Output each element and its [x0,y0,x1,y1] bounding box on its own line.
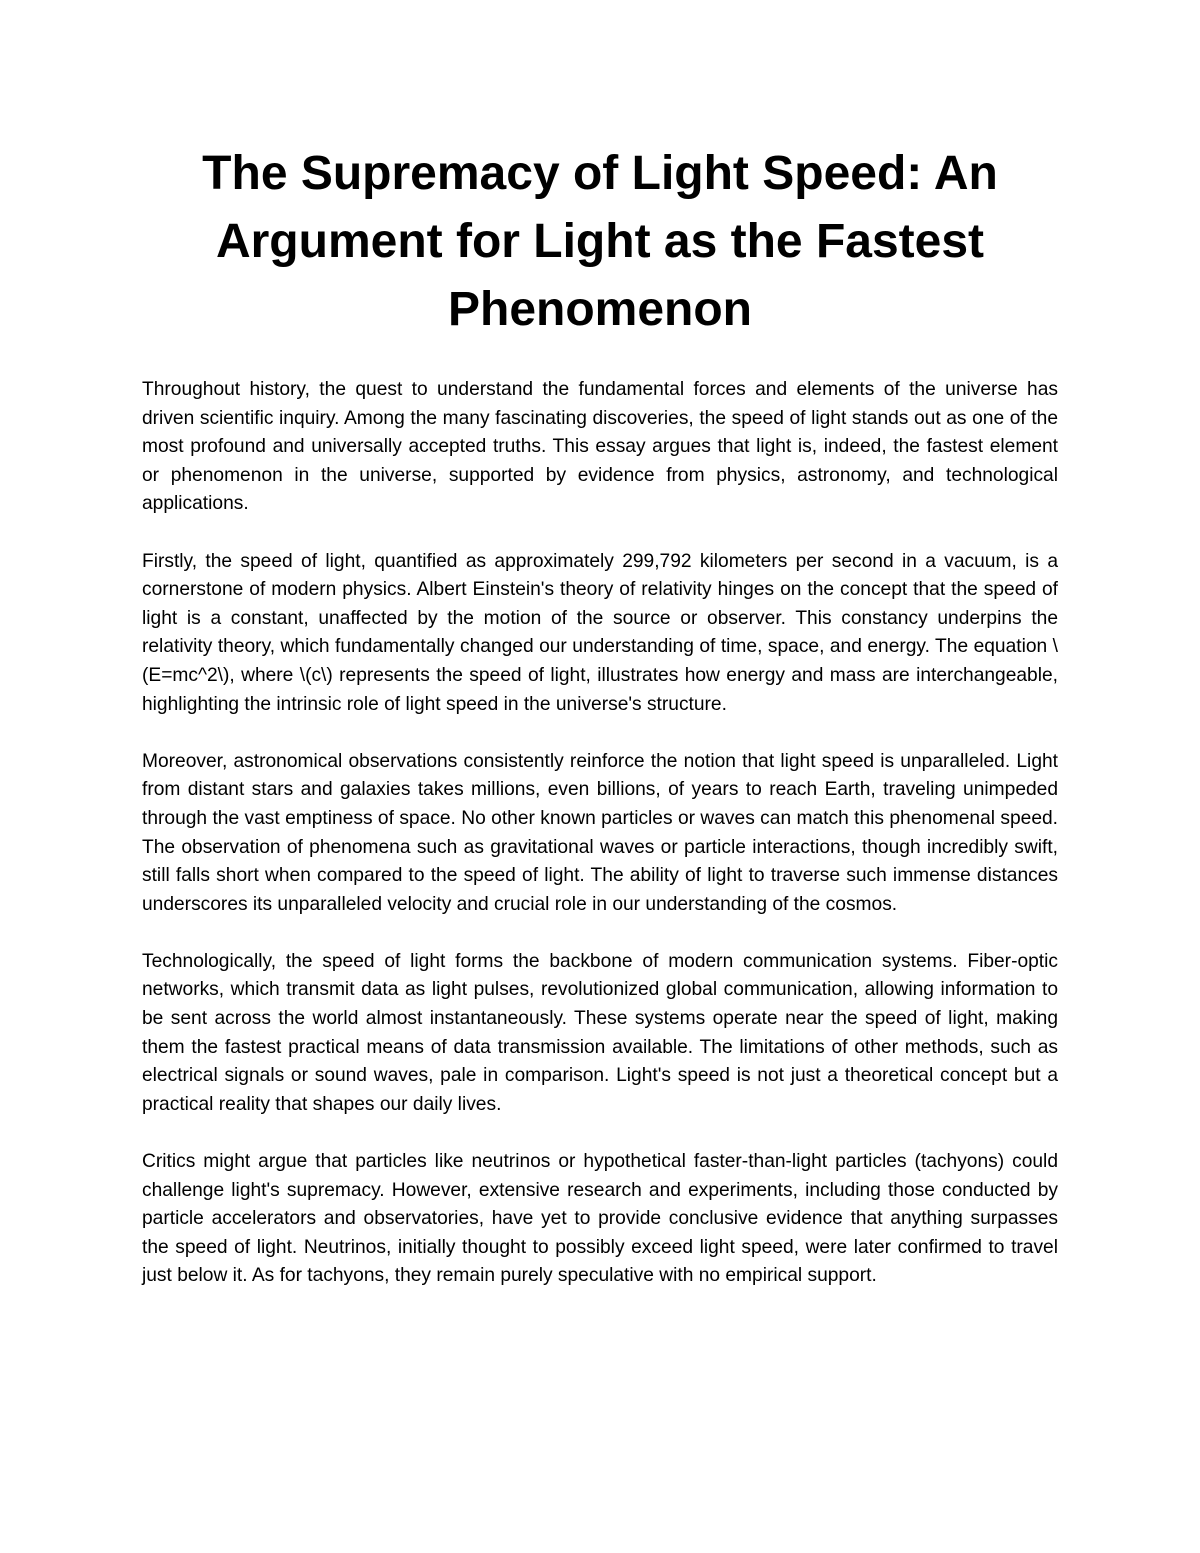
paragraph-critics: Critics might argue that particles like neutrinos or hypothetical faster-than-light particles (tachyons) could challenge light's supremacy. However, extensive research and experiments, including those conducted by particle accelerators and observatories, have yet to provide conclusive evidence that anything surpasses the speed of light. Neutrinos, initially thought to possibly exceed light speed, were later confirmed to travel just below it. As for tachyons, they remain purely speculative with no empirical support. [142,1151,1058,1287]
paragraph-introduction: Throughout history, the quest to understand the fundamental forces and elements of the universe has driven scientific inquiry. Among the many fascinating discoveries, the speed of light stands out as one of the most profound and universally accepted truths. This essay argues that light is, indeed, the fastest element or phenomenon in the universe, supported by evidence from physics, astronomy, and technological applications. [142,379,1058,515]
document-title: The Supremacy of Light Speed: An Argument for Light as the Fastest Phenomenon [202,147,998,336]
paragraph-astronomy: Moreover, astronomical observations consistently reinforce the notion that light speed is unparalleled. Light from distant stars and galaxies takes millions, even billions, of years to reach Earth, traveling unimpeded through the vast emptiness of space. No other known particles or waves can match this phenomenal speed. The observation of phenomena such as gravitational waves or particle interactions, though incredibly swift, still falls short when compared to the speed of light. The ability of light to traverse such immense distances underscores its unparalleled velocity and crucial role in our understanding of the cosmos. [142,750,1058,915]
document-body [142,376,1058,1320]
paragraph-technology: Technologically, the speed of light forms the backbone of modern communication systems. Fiber-optic networks, which transmit data as light pulses, revolutionized global communication, allowing information to be sent across the world almost instantaneously. These systems operate near the speed of light, making them the fastest practical means of data transmission available. The limitations of other methods, such as electrical signals or sound waves, pale in comparison. Light's speed is not just a theoretical concept but a practical reality that shapes our daily lives. [142,950,1058,1115]
paragraph-physics: Firstly, the speed of light, quantified as approximately 299,792 kilometers per second in a vacuum, is a cornerstone of modern physics. Albert Einstein's theory of relativity hinges on the concept that the speed of light is a constant, unaffected by the motion of the source or observer. This constancy underpins the relativity theory, which fundamentally changed our understanding of time, space, and energy. The equation \(E=mc^2\), where \(c\) represents the speed of light, illustrates how energy and mass are interchangeable, highlighting the intrinsic role of light speed in the universe's structure. [142,550,1058,715]
